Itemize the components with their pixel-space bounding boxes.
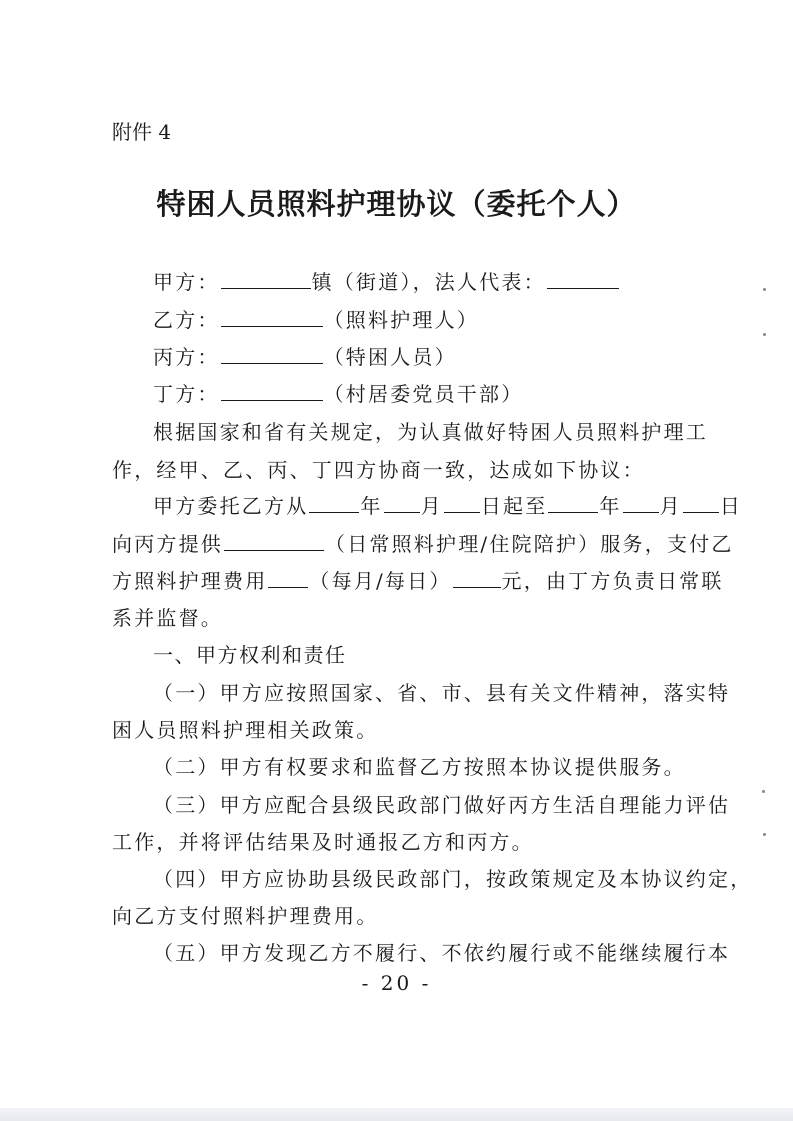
fee-period-blank[interactable]: [268, 569, 308, 588]
party-a-label: 甲方：: [153, 270, 220, 294]
commission-line-1: [153, 494, 742, 518]
attachment-label: 附件 4: [112, 120, 172, 144]
item-2: （二）甲方有权要求和监督乙方按照本协议提供服务。: [153, 755, 686, 779]
service-content-blank[interactable]: [224, 532, 324, 551]
party-b-suffix: （照料护理人）: [323, 308, 480, 332]
commission-line-3: [112, 569, 724, 593]
party-c-label: 丙方：: [153, 345, 220, 369]
month-label: 月: [659, 494, 682, 518]
section-1-heading: 一、甲方权利和责任: [153, 643, 347, 667]
item-1-line-2: 困人员照料护理相关政策。: [112, 718, 379, 742]
party-a-town-blank[interactable]: [221, 270, 311, 289]
party-d-label: 丁方：: [153, 382, 220, 406]
page-number: - 20 -: [361, 971, 432, 995]
start-day-blank[interactable]: [444, 494, 480, 513]
item-4-line-2: 向乙方支付照料护理费用。: [112, 904, 379, 928]
end-year-blank[interactable]: [548, 494, 598, 513]
commission-line-4: 系并监督。: [112, 606, 223, 630]
commission-line-2: [112, 532, 734, 556]
item-5-line-1: （五）甲方发现乙方不履行、不依约履行或不能继续履行本: [153, 941, 731, 965]
party-d-blank[interactable]: [221, 382, 323, 401]
party-d-suffix: （村居委党员干部）: [323, 382, 524, 406]
intro-line-1: 根据国家和省有关规定，为认真做好特困人员照料护理工: [153, 420, 708, 444]
scan-speck: [762, 790, 765, 793]
document-title: 特困人员照料护理协议（委托个人）: [156, 187, 637, 221]
year-label: 年: [360, 494, 383, 518]
commission-text: 方照料护理费用: [112, 569, 268, 593]
party-b-label: 乙方：: [153, 308, 220, 332]
year-label: 年: [599, 494, 622, 518]
fee-amount-blank[interactable]: [453, 569, 501, 588]
party-a-line: [153, 270, 620, 294]
service-type-text: （日常照料护理/住院陪护）服务，支付乙: [325, 532, 734, 556]
scan-speck: [763, 833, 766, 836]
scan-speck: [763, 333, 766, 336]
party-c-suffix: （特困人员）: [323, 345, 457, 369]
party-a-suffix: 镇（街道），法人代表：: [311, 270, 546, 294]
commission-text: 元，由丁方负责日常联: [501, 569, 724, 593]
party-c-blank[interactable]: [221, 345, 323, 364]
start-month-blank[interactable]: [384, 494, 420, 513]
item-3-line-2: 工作，并将评估结果及时通报乙方和丙方。: [112, 830, 534, 854]
month-label: 月: [420, 494, 443, 518]
fee-period-text: （每月/每日）: [309, 569, 452, 593]
party-b-blank[interactable]: [221, 308, 323, 327]
item-3-line-1: （三）甲方应配合县级民政部门做好丙方生活自理能力评估: [153, 793, 731, 817]
item-4-line-1: （四）甲方应协助县级民政部门，按政策规定及本协议约定，: [153, 867, 753, 891]
commission-text: 向丙方提供: [112, 532, 223, 556]
party-d-line: [153, 382, 523, 406]
start-year-blank[interactable]: [309, 494, 359, 513]
item-1-line-1: （一）甲方应按照国家、省、市、县有关文件精神，落实特: [153, 681, 731, 705]
party-c-line: [153, 345, 457, 369]
commission-text: 甲方委托乙方从: [153, 494, 309, 518]
day-label: 日: [719, 494, 743, 518]
end-day-blank[interactable]: [683, 494, 719, 513]
end-month-blank[interactable]: [623, 494, 659, 513]
party-a-representative-blank[interactable]: [547, 270, 619, 289]
day-from-label: 日起至: [480, 494, 548, 518]
intro-line-2: 作，经甲、乙、丙、丁四方协商一致，达成如下协议：: [112, 458, 645, 482]
scan-speck: [763, 288, 766, 291]
party-b-line: [153, 308, 479, 332]
scan-bottom-edge: [0, 1108, 793, 1121]
